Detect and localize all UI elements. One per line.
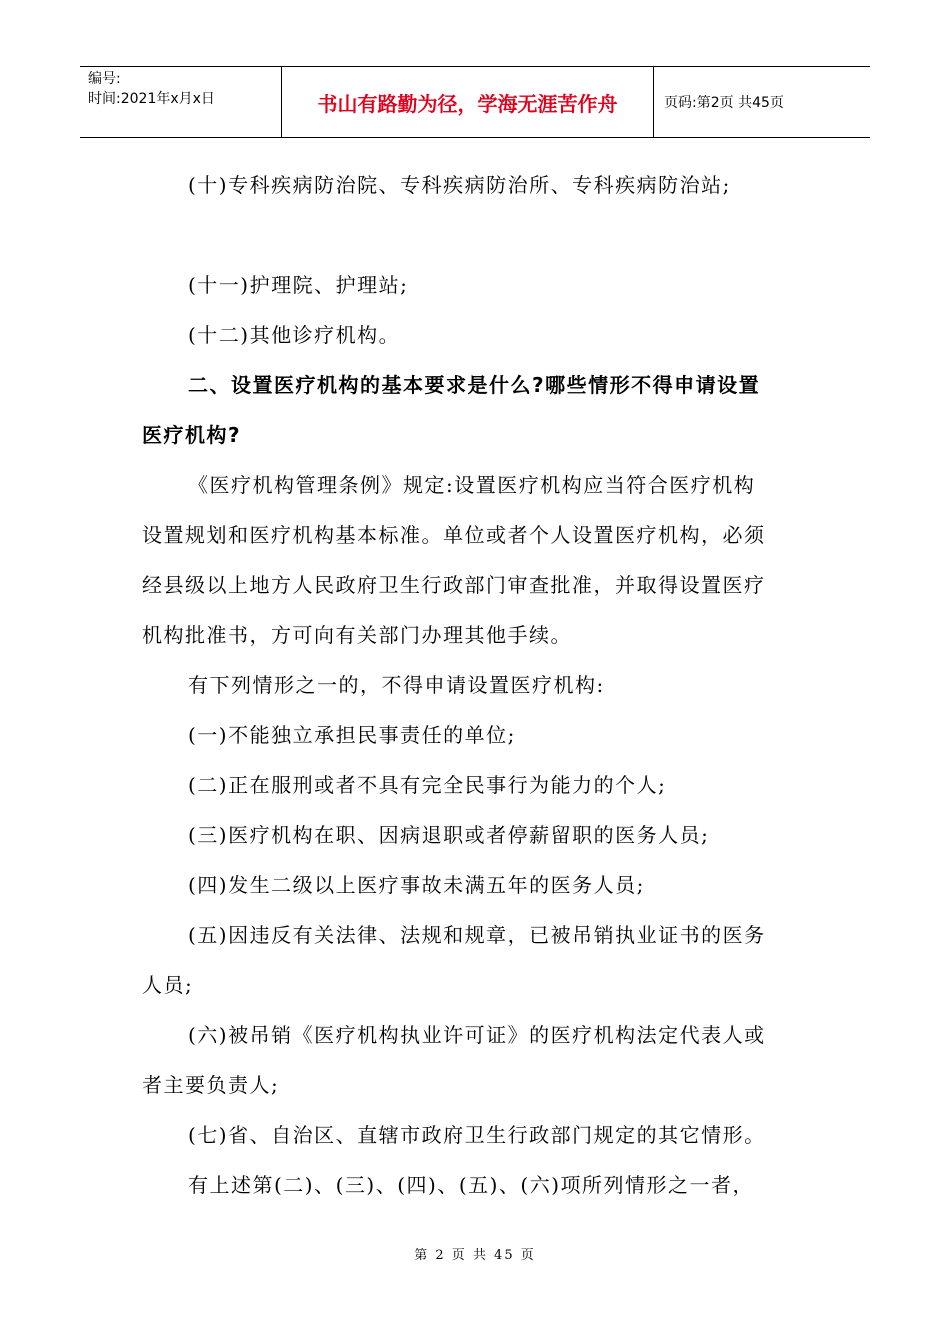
section-heading: 二、设置医疗机构的基本要求是什么?哪些情形不得申请设置 <box>188 373 761 397</box>
header-page-info: 页码:第2页 共45页 <box>664 95 784 111</box>
list-item-12: (十二)其他诊疗机构。 <box>188 323 401 347</box>
list-item-7: (七)省、自治区、直辖市政府卫生行政部门规定的其它情形。 <box>188 1123 766 1147</box>
list-item-4: (四)发生二级以上医疗事故未满五年的医务人员; <box>188 873 645 897</box>
document-date-label: 时间:2021年x月x日 <box>88 91 215 107</box>
list-item-6-continued: 者主要负责人; <box>142 1073 280 1097</box>
paragraph-line: 《医疗机构管理条例》规定:设置医疗机构应当符合医疗机构 <box>188 473 756 497</box>
list-item-3: (三)医疗机构在职、因病退职或者停薪留职的医务人员; <box>188 823 710 847</box>
section-heading-continued: 医疗机构? <box>142 423 242 447</box>
paragraph-intro: 有下列情形之一的，不得申请设置医疗机构: <box>188 673 605 697</box>
list-item-11: (十一)护理院、护理站; <box>188 273 409 297</box>
list-item-5-continued: 人员; <box>142 973 194 997</box>
paragraph-line: 机构批准书，方可向有关部门办理其他手续。 <box>142 623 572 647</box>
list-item-1: (一)不能独立承担民事责任的单位; <box>188 723 516 747</box>
paragraph-line: 有上述第(二)、(三)、(四)、(五)、(六)项所列情形之一者， <box>188 1173 755 1197</box>
header-motto: 书山有路勤为径，学海无涯苦作舟 <box>282 67 654 137</box>
page-footer: 第 2 页 共 45 页 <box>414 1248 536 1263</box>
list-item-5: (五)因违反有关法律、法规和规章，已被吊销执业证书的医务 <box>188 923 766 947</box>
list-item-2: (二)正在服刑或者不具有完全民事行为能力的个人; <box>188 773 667 797</box>
document-code-label: 编号: <box>88 71 121 87</box>
header-meta <box>80 67 282 137</box>
paragraph-line: 经县级以上地方人民政府卫生行政部门审查批准，并取得设置医疗 <box>142 573 766 597</box>
list-item-10: (十)专科疾病防治院、专科疾病防治所、专科疾病防治站; <box>188 173 731 197</box>
list-item-6: (六)被吊销《医疗机构执业许可证》的医疗机构法定代表人或 <box>188 1023 766 1047</box>
paragraph-line: 设置规划和医疗机构基本标准。单位或者个人设置医疗机构，必须 <box>142 523 766 547</box>
page-header <box>80 66 870 138</box>
